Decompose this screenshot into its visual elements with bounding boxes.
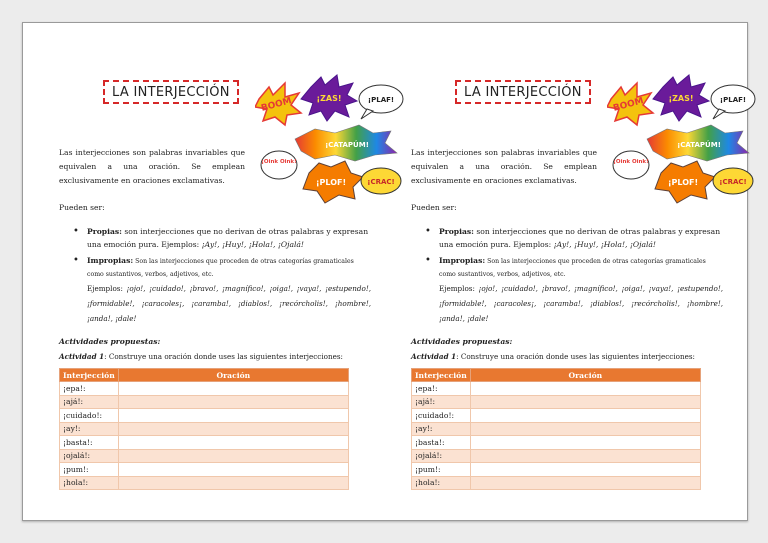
propias-text: son interjecciones que no derivan de otras palabras y expresan una emoción pura. Ejemplos: xyxy=(87,227,369,249)
impropias-ejemplos-label: Ejemplos: xyxy=(439,284,479,293)
plaf-bubble xyxy=(711,85,755,119)
interjection-cell: ¡ay!: xyxy=(412,422,471,436)
activity-1-label: Actividad 1 xyxy=(59,352,105,361)
table-row xyxy=(412,422,701,436)
interjection-cell: ¡cuidado!: xyxy=(412,409,471,423)
impropias-text: Son las interjecciones que proceden de otras categorías gramaticales como sustantivos, verbos, adjetivos, etc. xyxy=(439,258,706,278)
page-title: LA INTERJECCIÓN xyxy=(455,80,591,104)
impropias-label: Impropias: xyxy=(87,256,134,265)
activity-1-instructions xyxy=(411,352,695,361)
pueden-ser-label: Pueden ser: xyxy=(59,203,105,212)
activities-title: Actividades propuestas: xyxy=(411,337,513,346)
sentence-cell[interactable] xyxy=(470,422,700,436)
zas-burst xyxy=(301,75,357,121)
impropias-examples: ¡ojo!, ¡cuidado!, ¡bravo!, ¡magnífico!, ¡oiga!, ¡vaya!, ¡estupendo!, ¡formidable!, ¡caracoles¡, ¡caramba!, ¡diablos!, ¡recórcholis!, ¡hombre!, ¡anda!, ¡dale! xyxy=(87,284,371,323)
list-item-impropias xyxy=(71,254,371,326)
sentence-cell[interactable] xyxy=(470,382,700,396)
table-row xyxy=(412,409,701,423)
collage-word: ¡CRAC! xyxy=(367,178,395,186)
sentence-cell[interactable] xyxy=(470,409,700,423)
table-row xyxy=(412,436,701,450)
boom-burst xyxy=(607,83,653,125)
interjection-cell: ¡epa!: xyxy=(60,382,119,396)
activities-title: Actividades propuestas: xyxy=(59,337,161,346)
table-row xyxy=(412,395,701,409)
collage-word: ¡Oink Oink! xyxy=(613,159,649,165)
collage-word: ¡PLOF! xyxy=(315,178,347,187)
interjection-cell: ¡epa!: xyxy=(412,382,471,396)
column-header-interjeccion: Interjección xyxy=(60,369,119,382)
impropias-ejemplos-label: Ejemplos: xyxy=(87,284,127,293)
crac-bubble xyxy=(361,168,401,194)
collage-word: ¡CATAPÚM! xyxy=(677,141,721,149)
impropias-text: Son las interjecciones que proceden de otras categorías gramaticales como sustantivos, verbos, adjetivos, etc. xyxy=(87,258,354,278)
interjection-cell: ¡ojalá!: xyxy=(60,449,119,463)
column-header-oracion: Oración xyxy=(118,369,348,382)
types-list xyxy=(423,225,723,329)
table-row xyxy=(60,422,349,436)
table-row xyxy=(60,476,349,490)
sentence-cell[interactable] xyxy=(470,449,700,463)
table-row xyxy=(412,463,701,477)
interjection-cell: ¡ajá!: xyxy=(60,395,119,409)
column-header-interjeccion: Interjección xyxy=(412,369,471,382)
plof-burst xyxy=(655,161,715,203)
collage-word: BOOM xyxy=(612,96,645,114)
page-right xyxy=(411,23,751,503)
propias-label: Propias: xyxy=(439,227,474,236)
activity-1-text: : Construye una oración donde uses las siguientes interjecciones: xyxy=(456,352,695,361)
impropias-examples: ¡ojo!, ¡cuidado!, ¡bravo!, ¡magnífico!, ¡oiga!, ¡vaya!, ¡estupendo!, ¡formidable!, ¡caracoles¡, ¡caramba!, ¡diablos!, ¡recórcholis!, ¡hombre!, ¡anda!, ¡dale! xyxy=(439,284,723,323)
propias-text: son interjecciones que no derivan de otras palabras y expresan una emoción pura. Ejemplos: xyxy=(439,227,721,249)
interjection-cell: ¡ajá!: xyxy=(412,395,471,409)
intro-paragraph: Las interjecciones son palabras invariables que equivalen a una oración. Se emplean exclusivamente en oraciones exclamativas. xyxy=(59,148,245,185)
table-row xyxy=(60,436,349,450)
page-left xyxy=(59,23,399,503)
zas-burst xyxy=(653,75,709,121)
interjection-cell: ¡basta!: xyxy=(60,436,119,450)
table-row xyxy=(60,382,349,396)
table-header-row xyxy=(412,369,701,382)
comic-onomatopoeia-collage xyxy=(607,73,757,213)
sentence-cell[interactable] xyxy=(470,436,700,450)
crac-bubble xyxy=(713,168,753,194)
impropias-label: Impropias: xyxy=(439,256,486,265)
interjection-cell: ¡hola!: xyxy=(60,476,119,490)
document-sheet xyxy=(22,22,748,521)
collage-word: BOOM xyxy=(260,96,293,114)
interjection-cell: ¡pum!: xyxy=(60,463,119,477)
sentence-cell[interactable] xyxy=(118,463,348,477)
plaf-bubble xyxy=(359,85,403,119)
table-row xyxy=(412,449,701,463)
collage-word: ¡ZAS! xyxy=(668,94,694,103)
table-row xyxy=(412,382,701,396)
propias-label: Propias: xyxy=(87,227,122,236)
interjection-cell: ¡basta!: xyxy=(412,436,471,450)
activity-1-text: : Construye una oración donde uses las siguientes interjecciones: xyxy=(104,352,343,361)
collage-word: ¡PLAF! xyxy=(367,96,395,104)
list-item-impropias xyxy=(423,254,723,326)
list-item-propias xyxy=(71,225,371,251)
interjection-cell: ¡ojalá!: xyxy=(412,449,471,463)
column-header-oracion: Oración xyxy=(470,369,700,382)
intro-paragraph: Las interjecciones son palabras invariables que equivalen a una oración. Se emplean exclusivamente en oraciones exclamativas. xyxy=(411,148,597,185)
collage-word: ¡CATAPÚM! xyxy=(325,141,369,149)
sentence-cell[interactable] xyxy=(118,422,348,436)
interjection-cell: ¡ay!: xyxy=(60,422,119,436)
sentence-cell[interactable] xyxy=(470,476,700,490)
oink-bubble xyxy=(261,151,297,179)
collage-word: ¡CRAC! xyxy=(719,178,747,186)
table-row xyxy=(412,476,701,490)
table-header-row xyxy=(60,369,349,382)
table-row xyxy=(60,463,349,477)
sentence-cell[interactable] xyxy=(118,436,348,450)
pueden-ser-label: Pueden ser: xyxy=(411,203,457,212)
activity-1-label: Actividad 1 xyxy=(411,352,457,361)
catapum-burst xyxy=(647,125,749,161)
collage-word: ¡PLOF! xyxy=(667,178,699,187)
propias-examples: ¡Ay!, ¡Huy!, ¡Hola!, ¡Ojalá! xyxy=(201,240,304,249)
table-row xyxy=(60,449,349,463)
activity-1-instructions xyxy=(59,352,343,361)
table-row xyxy=(60,395,349,409)
sentence-cell[interactable] xyxy=(118,449,348,463)
interjections-table xyxy=(411,368,701,490)
sentence-cell[interactable] xyxy=(118,476,348,490)
boom-burst xyxy=(255,83,301,125)
interjections-table xyxy=(59,368,349,490)
collage-word: ¡PLAF! xyxy=(719,96,747,104)
interjection-cell: ¡hola!: xyxy=(412,476,471,490)
sentence-cell[interactable] xyxy=(118,395,348,409)
interjection-cell: ¡cuidado!: xyxy=(60,409,119,423)
table-row xyxy=(60,409,349,423)
types-list xyxy=(71,225,371,329)
propias-examples: ¡Ay!, ¡Huy!, ¡Hola!, ¡Ojalá! xyxy=(553,240,656,249)
sentence-cell[interactable] xyxy=(470,395,700,409)
sentence-cell[interactable] xyxy=(118,409,348,423)
sentence-cell[interactable] xyxy=(470,463,700,477)
list-item-propias xyxy=(423,225,723,251)
oink-bubble xyxy=(613,151,649,179)
collage-word: ¡ZAS! xyxy=(316,94,342,103)
comic-onomatopoeia-collage xyxy=(255,73,405,213)
collage-word: ¡Oink Oink! xyxy=(261,159,297,165)
page-title: LA INTERJECCIÓN xyxy=(103,80,239,104)
sentence-cell[interactable] xyxy=(118,382,348,396)
interjection-cell: ¡pum!: xyxy=(412,463,471,477)
plof-burst xyxy=(303,161,363,203)
catapum-burst xyxy=(295,125,397,161)
